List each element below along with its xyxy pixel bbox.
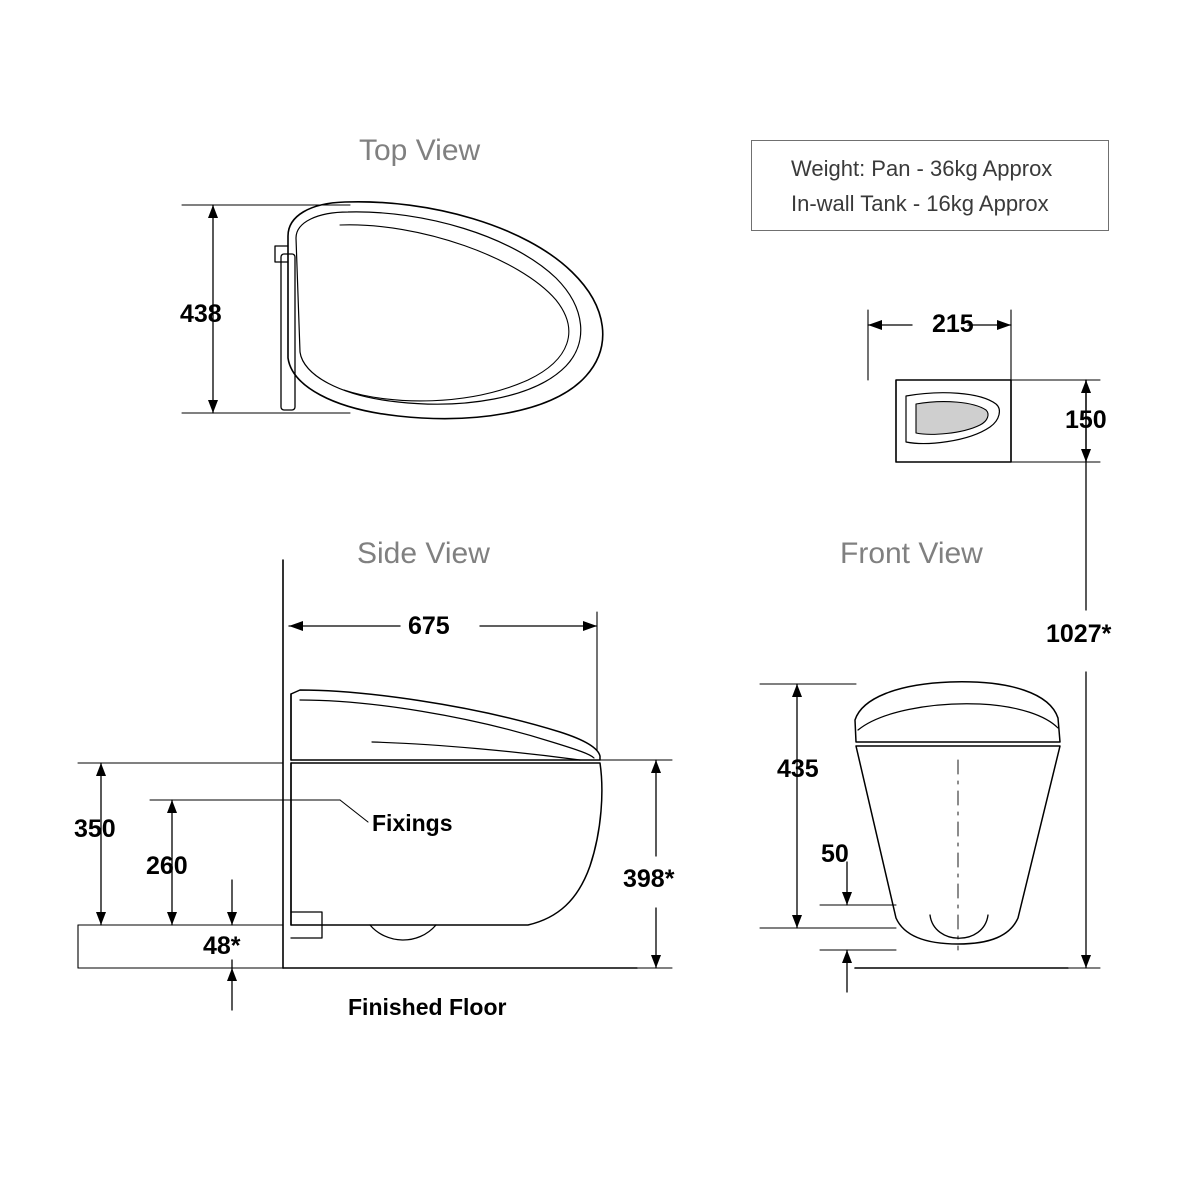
dimension-435: 435 — [777, 755, 819, 783]
dimension-150: 150 — [1065, 406, 1107, 434]
finished-floor-label: Finished Floor — [348, 994, 507, 1020]
weight-note-line-2: In-wall Tank - 16kg Approx — [791, 191, 1049, 216]
dimension-260: 260 — [146, 852, 188, 880]
fixings-label: Fixings — [372, 810, 453, 836]
dimension-675: 675 — [408, 612, 450, 640]
front-view-title: Front View — [840, 537, 983, 570]
dimension-50: 50 — [821, 840, 849, 868]
top-view-title: Top View — [359, 134, 481, 167]
weight-note-box — [751, 140, 1109, 231]
dimension-350: 350 — [74, 815, 116, 843]
weight-note-line-1: Weight: Pan - 36kg Approx — [791, 156, 1053, 181]
side-view-title: Side View — [357, 537, 490, 570]
dimension-438: 438 — [180, 300, 222, 328]
dimension-215: 215 — [932, 310, 974, 338]
dimension-1027: 1027* — [1046, 620, 1112, 648]
dimension-398: 398* — [623, 865, 675, 893]
dimension-48: 48* — [203, 932, 241, 960]
